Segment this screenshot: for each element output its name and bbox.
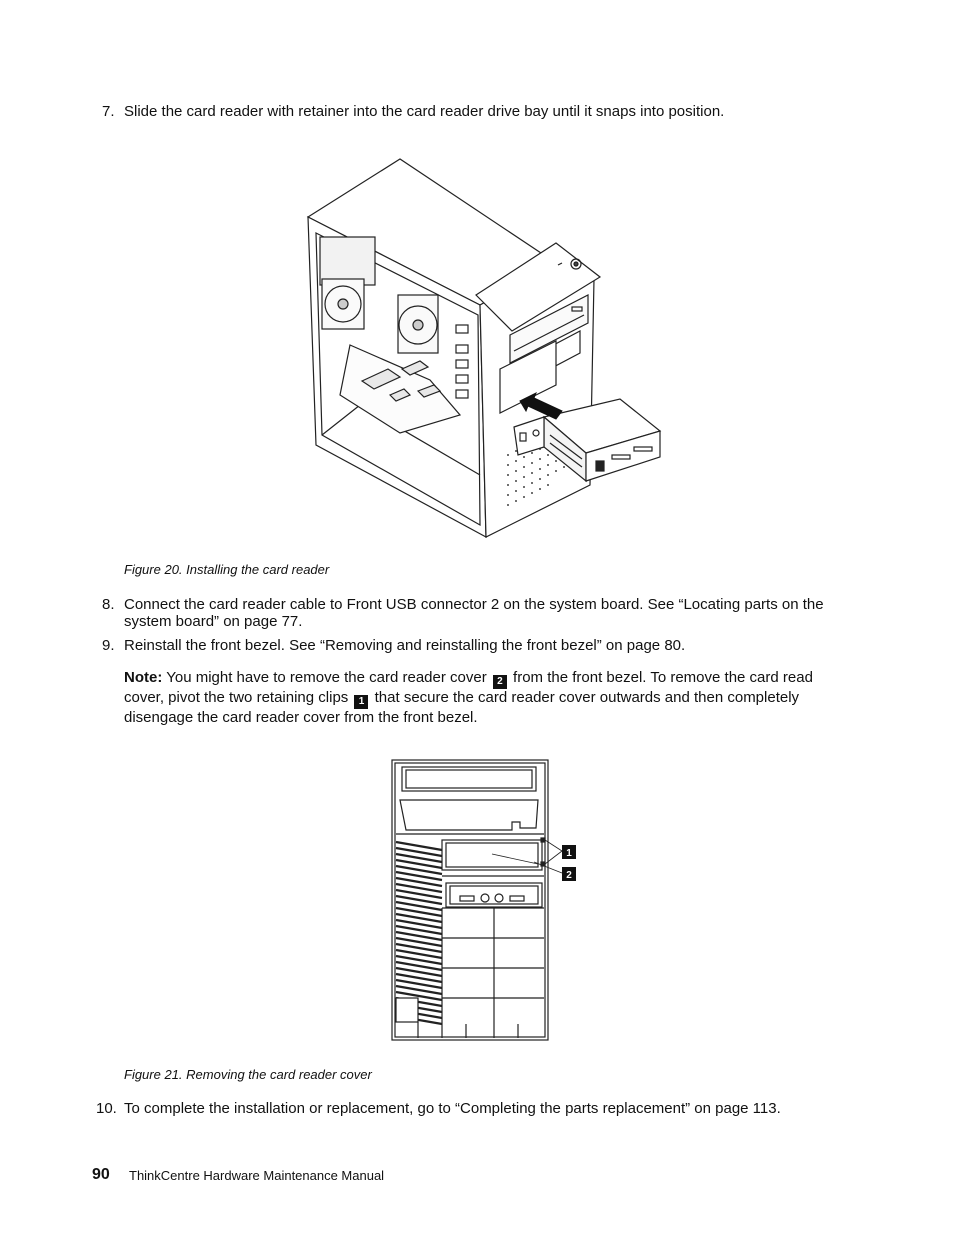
- manual-title: ThinkCentre Hardware Maintenance Manual: [129, 1168, 385, 1183]
- step-text: Reinstall the front bezel. See “Removing and reinstalling the front bezel” on page 80.: [124, 637, 686, 654]
- step-text: To complete the installation or replacement, go to “Completing the parts replacement” on page 113.: [124, 1100, 781, 1117]
- step-number: 9.: [102, 637, 115, 654]
- figure-20-caption: Figure 20. Installing the card reader: [124, 562, 330, 577]
- note-paragraph: [124, 669, 848, 727]
- note-text-2: from the front bezel. To remove the card read cover, pivot the two retaining clips: [124, 669, 813, 706]
- figure-21-caption: Figure 21. Removing the card reader cover: [124, 1067, 372, 1082]
- callout-badge: 1: [354, 695, 368, 709]
- note-text-3: that secure the card reader cover outwards and then completely disengage the card reader cover from the front bezel.: [124, 689, 800, 726]
- step-number: 10.: [96, 1100, 117, 1117]
- callout-label: 2: [566, 870, 572, 881]
- step-text: Connect the card reader cable to Front USB connector 2 on the system board. See “Locating parts on the system board” on page 77.: [124, 596, 824, 630]
- note-label: Note:: [124, 669, 163, 686]
- callout-label: 1: [566, 848, 572, 859]
- callout-badge: 2: [493, 675, 507, 689]
- note-text-1: You might have to remove the card reader cover: [166, 669, 487, 686]
- figure-20-illustration: [300, 155, 670, 545]
- step-number: 7.: [102, 103, 115, 120]
- step-number: 8.: [102, 596, 115, 613]
- step-text: Slide the card reader with retainer into the card reader drive bay until it snaps into position.: [124, 103, 725, 120]
- figure-21-illustration: [388, 758, 582, 1044]
- page-number: 90: [92, 1166, 110, 1183]
